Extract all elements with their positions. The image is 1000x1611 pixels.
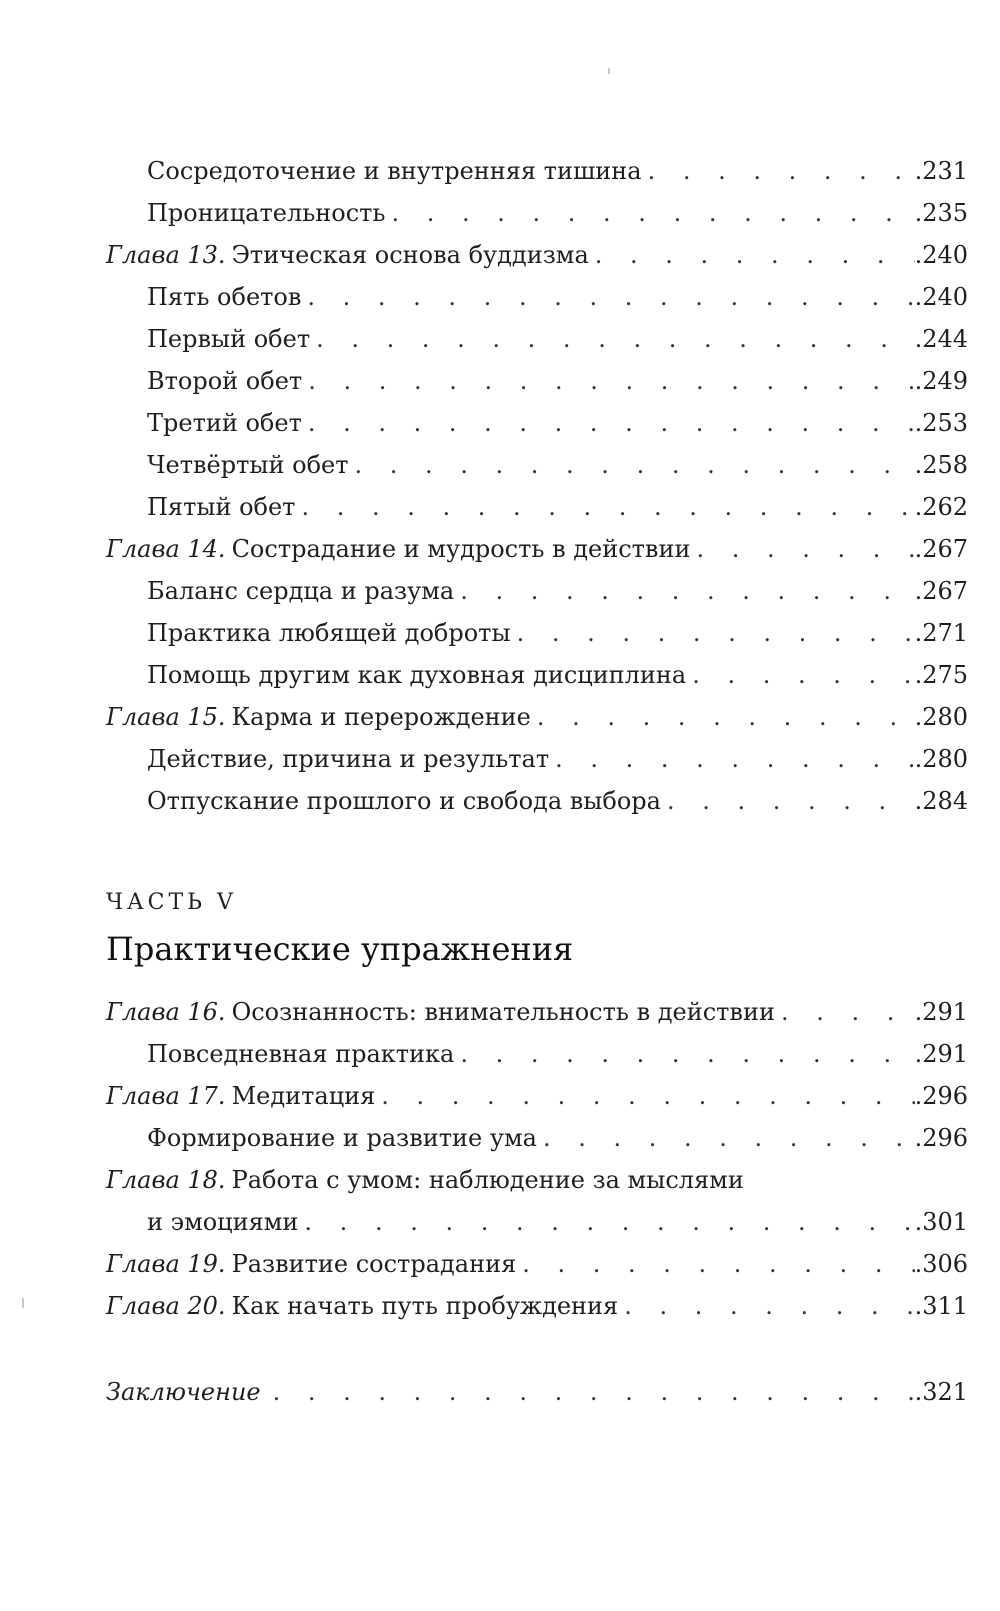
toc-entry-page: .249 bbox=[914, 367, 968, 395]
toc-entry-title: Пять обетов bbox=[147, 283, 302, 311]
toc-entry bbox=[147, 193, 968, 233]
chapter-label: Глава 16. bbox=[106, 998, 226, 1026]
dot-leader bbox=[511, 613, 915, 653]
dot-leader bbox=[661, 781, 915, 821]
scan-speck bbox=[22, 1298, 24, 1308]
toc-entry-title: Помощь другим как духовная дисциплина bbox=[147, 661, 687, 689]
chapter-label: Глава 17. bbox=[106, 1082, 226, 1110]
toc-entry-title: Работа с умом: наблюдение за мыслями bbox=[231, 1166, 744, 1194]
toc-chapter-entry bbox=[106, 697, 968, 737]
toc-entry-title: и эмоциями bbox=[147, 1208, 299, 1236]
chapter-label: Глава 18. bbox=[106, 1166, 226, 1194]
toc-entry-page: .301 bbox=[914, 1208, 968, 1236]
toc-entry-page: .284 bbox=[914, 787, 968, 815]
toc-entry-page: .291 bbox=[914, 998, 968, 1026]
toc-entry-page: .311 bbox=[914, 1292, 968, 1320]
toc-entry bbox=[147, 1034, 968, 1074]
toc-entry-page: .267 bbox=[914, 535, 968, 563]
toc-entry-title: Пятый обет bbox=[147, 493, 296, 521]
scan-speck bbox=[608, 68, 610, 74]
dot-leader bbox=[267, 1372, 915, 1412]
part-label: ЧАСТЬ V bbox=[106, 890, 237, 915]
toc-entry-page: .275 bbox=[914, 661, 968, 689]
toc-entry bbox=[147, 361, 968, 401]
dot-leader bbox=[531, 697, 915, 737]
toc-chapter-entry bbox=[106, 529, 968, 569]
toc-entry bbox=[147, 445, 968, 485]
toc-entry-page: .262 bbox=[914, 493, 968, 521]
toc-entry-page: .231 bbox=[914, 157, 968, 185]
toc-entry-title: Формирование и развитие ума bbox=[147, 1124, 537, 1152]
toc-chapter-entry bbox=[106, 235, 968, 275]
dot-leader bbox=[690, 529, 914, 569]
toc-entry bbox=[147, 1118, 968, 1158]
toc-entry-page: .235 bbox=[914, 199, 968, 227]
toc-entry-title: Осознанность: внимательность в действии bbox=[231, 998, 775, 1026]
toc-entry bbox=[147, 613, 968, 653]
toc-chapter-entry bbox=[106, 1160, 968, 1200]
dot-leader bbox=[454, 571, 914, 611]
dot-leader bbox=[386, 193, 915, 233]
toc-entry-page: .306 bbox=[914, 1250, 968, 1278]
toc-entry-page: .240 bbox=[914, 283, 968, 311]
toc-entry-page: .258 bbox=[914, 451, 968, 479]
toc-entry-page: .291 bbox=[914, 1040, 968, 1068]
toc-entry bbox=[147, 739, 968, 779]
toc-chapter-entry bbox=[106, 992, 968, 1032]
chapter-label: Глава 13. bbox=[106, 241, 226, 269]
toc-entry-title: Проницательность bbox=[147, 199, 386, 227]
toc-entry-page: .267 bbox=[914, 577, 968, 605]
dot-leader bbox=[589, 235, 915, 275]
toc-entry-title: Отпускание прошлого и свобода выбора bbox=[147, 787, 661, 815]
toc-chapter-entry bbox=[106, 1076, 968, 1116]
chapter-label: Глава 20. bbox=[106, 1292, 226, 1320]
toc-entry bbox=[147, 1202, 968, 1242]
dot-leader bbox=[618, 1286, 914, 1326]
dot-leader bbox=[537, 1118, 915, 1158]
toc-entry-title: Карма и перерождение bbox=[231, 703, 531, 731]
toc-chapter-entry bbox=[106, 1244, 968, 1284]
toc-entry-title: Этическая основа буддизма bbox=[231, 241, 589, 269]
toc-entry bbox=[147, 571, 968, 611]
toc-entry-title: Действие, причина и результат bbox=[147, 745, 550, 773]
toc-entry-page: .271 bbox=[914, 619, 968, 647]
toc-entry bbox=[147, 277, 968, 317]
toc-entry-title: Баланс сердца и разума bbox=[147, 577, 455, 605]
dot-leader bbox=[295, 487, 914, 527]
part-title: Практические упражнения bbox=[106, 930, 574, 968]
toc-entry-title: Четвёртый обет bbox=[147, 451, 349, 479]
toc-entry bbox=[147, 781, 968, 821]
toc-entry-title: Повседневная практика bbox=[147, 1040, 455, 1068]
toc-entry-page: .280 bbox=[914, 703, 968, 731]
dot-leader bbox=[302, 403, 915, 443]
toc-entry-title: Сосредоточение и внутренняя тишина bbox=[147, 157, 642, 185]
toc-entry-title: Третий обет bbox=[147, 409, 302, 437]
dot-leader bbox=[310, 319, 914, 359]
dot-leader bbox=[454, 1034, 914, 1074]
chapter-label: Глава 15. bbox=[106, 703, 226, 731]
dot-leader bbox=[686, 655, 914, 695]
dot-leader bbox=[516, 1244, 914, 1284]
toc-entry-page: .280 bbox=[914, 745, 968, 773]
chapter-label: Глава 14. bbox=[106, 535, 226, 563]
toc-entry-title: Второй обет bbox=[147, 367, 303, 395]
dot-leader bbox=[775, 992, 915, 1032]
toc-conclusion-entry bbox=[106, 1372, 968, 1412]
toc-entry bbox=[147, 319, 968, 359]
dot-leader bbox=[349, 445, 915, 485]
toc-entry bbox=[147, 403, 968, 443]
dot-leader bbox=[298, 1202, 914, 1242]
dot-leader bbox=[549, 739, 914, 779]
toc-entry-page: .321 bbox=[914, 1378, 968, 1406]
toc-entry bbox=[147, 487, 968, 527]
toc-entry bbox=[147, 655, 968, 695]
toc-entry-page: .240 bbox=[914, 241, 968, 269]
toc-entry-page: .296 bbox=[914, 1082, 968, 1110]
toc-entry-title: Сострадание и мудрость в действии bbox=[231, 535, 691, 563]
toc-entry-title: Первый обет bbox=[147, 325, 311, 353]
toc-chapter-entry bbox=[106, 1286, 968, 1326]
conclusion-label: Заключение bbox=[106, 1378, 261, 1406]
toc-entry-title: Практика любящей доброты bbox=[147, 619, 511, 647]
toc-entry-title: Развитие сострадания bbox=[231, 1250, 517, 1278]
dot-leader bbox=[301, 277, 914, 317]
dot-leader bbox=[302, 361, 914, 401]
dot-leader bbox=[642, 151, 915, 191]
toc-entry-page: .244 bbox=[914, 325, 968, 353]
toc-entry-title: Как начать путь пробуждения bbox=[231, 1292, 619, 1320]
toc-entry bbox=[147, 151, 968, 191]
toc-entry-page: .296 bbox=[914, 1124, 968, 1152]
chapter-label: Глава 19. bbox=[106, 1250, 226, 1278]
toc-entry-page: .253 bbox=[914, 409, 968, 437]
toc-entry-title: Медитация bbox=[231, 1082, 376, 1110]
dot-leader bbox=[375, 1076, 914, 1116]
